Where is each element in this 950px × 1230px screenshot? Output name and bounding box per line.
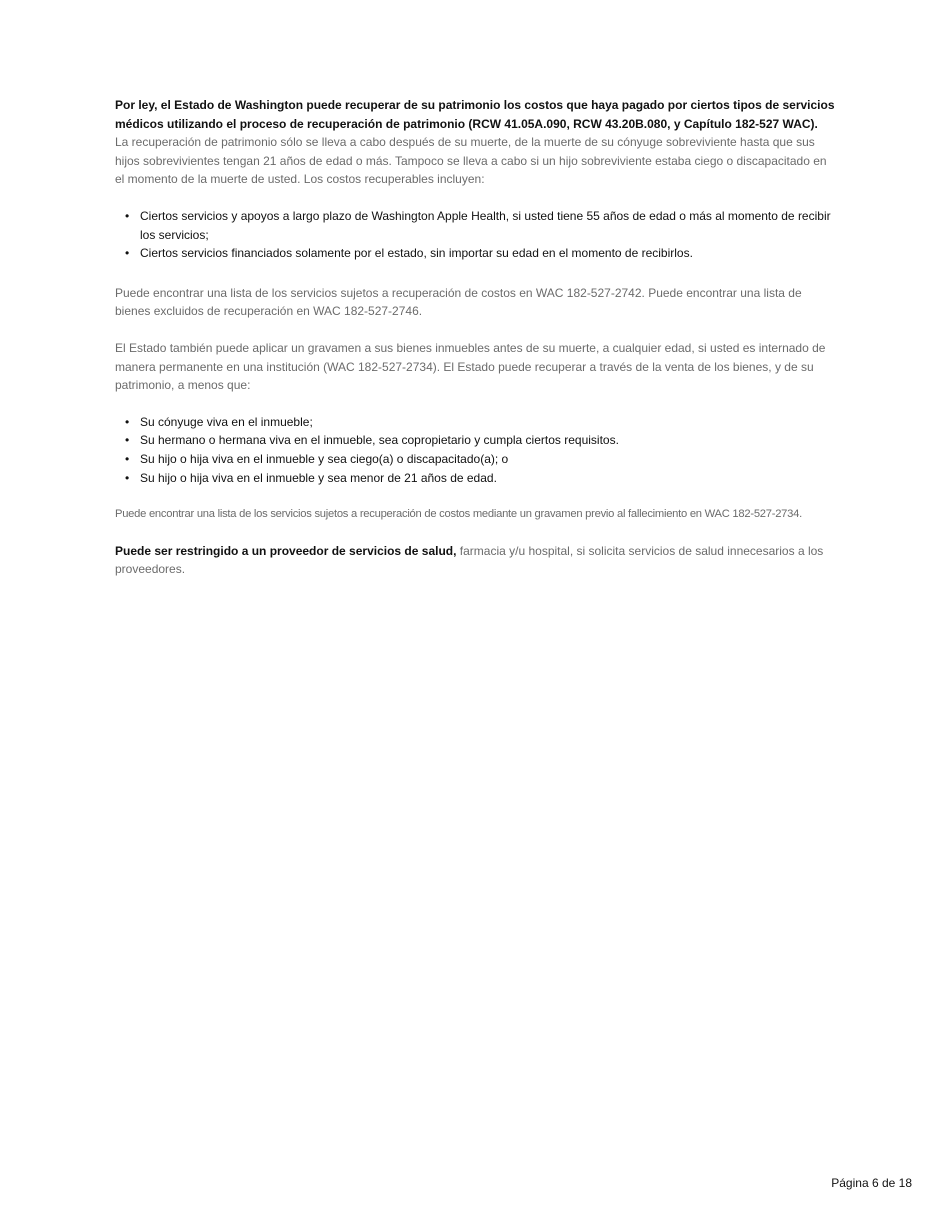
provider-restriction-bold: Puede ser restringido a un proveedor de servicios de salud, <box>115 543 457 558</box>
lien-wac-paragraph: Puede encontrar una lista de los servicios sujetos a recuperación de costos mediante un gravamen previo al fallecimiento en WAC 182-527-2734. <box>115 508 802 521</box>
list-item: • Su hermano o hermana viva en el inmueble, sea copropietario y cumpla ciertos requisitos. <box>115 431 835 450</box>
provider-restriction-text: farmacia y/u hospital, si solicita servicios de salud innecesarios a los proveedores. <box>115 543 824 577</box>
document-page <box>115 96 835 579</box>
list-item: • Ciertos servicios financiados solamente por el estado, sin importar su edad en el momento de recibirlos. <box>115 244 835 263</box>
list-item: • Su cónyuge viva en el inmueble; <box>115 413 835 432</box>
estate-recovery-intro <box>115 96 835 189</box>
estate-recovery-description: La recuperación de patrimonio sólo se lleva a cabo después de su muerte, de la muerte de su cónyuge sobreviviente hasta que sus hijos sobrevivientes tengan 21 años de edad o más. Tampoco se lleva a cabo si un hijo sobreviviente estaba ciego o discapacitado en el momento de la muerte de usted. Los costos recuperables incluyen: <box>115 135 827 187</box>
estate-recovery-law-statement: Por ley, el Estado de Washington puede recuperar de su patrimonio los costos que haya pagado por ciertos tipos de servicios médicos utilizando el proceso de recuperación de patrimonio (RCW 41.05A.090, RCW 43.20B.080, y Capítulo 182-527 WAC). <box>115 98 835 131</box>
list-item: • Su hijo o hija viva en el inmueble y sea menor de 21 años de edad. <box>115 469 835 488</box>
bullet-icon: • <box>125 246 130 261</box>
bullet-icon: • <box>125 433 130 448</box>
bullet-icon: • <box>125 414 130 429</box>
provider-restriction-paragraph <box>115 542 835 579</box>
list-item: • Su hijo o hija viva en el inmueble y sea ciego(a) o discapacitado(a); o <box>115 450 835 469</box>
page-number: Página 6 de 18 <box>831 1176 912 1190</box>
lien-exceptions-list <box>115 413 835 487</box>
list-item: • Ciertos servicios y apoyos a largo plazo de Washington Apple Health, si usted tiene 55 años de edad o más al momento de recibir los servicios; <box>125 208 831 242</box>
bullet-icon: • <box>125 451 130 466</box>
lien-paragraph: El Estado también puede aplicar un gravamen a sus bienes inmuebles antes de su muerte, a cualquier edad, si usted es internado de manera permanente en una institución (WAC 182-527-2734). El Estado puede recuperar a través de la venta de los bienes, y de su patrimonio, a menos que: <box>115 340 826 393</box>
recoverable-costs-list <box>115 207 835 263</box>
wac-services-paragraph: Puede encontrar una lista de los servicios sujetos a recuperación de costos en WAC 182-527-2742. Puede encontrar una lista de bienes excluidos de recuperación en WAC 182-527-2746. <box>115 285 802 319</box>
bullet-icon: • <box>125 208 130 223</box>
bullet-icon: • <box>125 470 130 485</box>
